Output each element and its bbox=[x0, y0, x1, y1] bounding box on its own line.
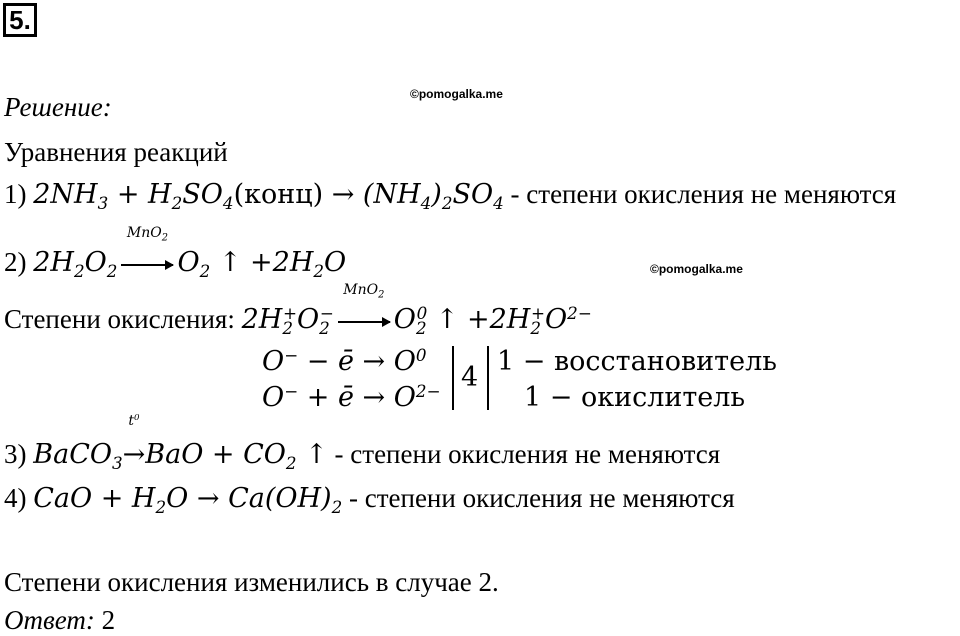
reaction-3-number: 3) bbox=[4, 439, 27, 469]
answer-line bbox=[4, 604, 115, 636]
half-reaction-1: O− − ē → $O^0$ bbox=[262, 344, 427, 377]
solution-heading: Решение: bbox=[4, 92, 112, 122]
balance-divider bbox=[452, 346, 454, 410]
catalyst-arrow: MnO$_2$ bbox=[117, 246, 177, 278]
reaction-2-number: 2) bbox=[4, 247, 27, 277]
heat-arrow: $t^0$ → bbox=[122, 413, 146, 470]
reaction-4-number: 4) bbox=[4, 483, 27, 513]
reducing-agent-label: 1 − восстановитель bbox=[497, 346, 777, 377]
reaction-4: 4) CaO + $H_2O \to Ca(OH)_2$ - степени окисления не меняются bbox=[4, 483, 735, 517]
reaction-2: 2) $2H_2O_2$ MnO$_2$ $O_2$ ↑ $+2H_2O$ bbox=[4, 225, 347, 281]
oxidation-label: Степени окисления: bbox=[4, 304, 235, 334]
reaction-3: 3) BaCO$_3$ $t^0$ $\to BaO + CO_2$ ↑ - степени окисления не меняются bbox=[4, 413, 721, 473]
oxidizing-agent-label: 1 − окислитель bbox=[524, 382, 746, 413]
half-reaction-2: O− + ē → $O^{2-}$ bbox=[262, 380, 441, 413]
equations-heading: Уравнения реакций bbox=[4, 137, 228, 167]
catalyst-arrow: MnO$_2$ bbox=[334, 303, 394, 335]
watermark: ©pomogalka.me bbox=[650, 262, 743, 276]
answer-value: 2 bbox=[101, 605, 116, 635]
reaction-1-number: 1) bbox=[4, 179, 27, 209]
balance-divider bbox=[487, 346, 489, 410]
answer-label: Ответ: bbox=[4, 605, 95, 635]
conclusion: Степени окисления изменились в случае 2. bbox=[4, 567, 499, 597]
reaction-1-note: - степени окисления не меняются bbox=[510, 179, 897, 209]
task-number: 5. bbox=[3, 3, 37, 37]
reaction-1-lhs: $2NH_3 + H_2SO_4$ bbox=[33, 179, 234, 213]
oxidation-states-line: Степени окисления: $2H_2^+O_2^-$ MnO$_2$ $O_2^0$ ↑ $+2H_2^+O^{2-}$ bbox=[4, 282, 592, 338]
electron-count: 4 bbox=[461, 362, 479, 393]
reaction-1: 1) $2NH_3$ + $H_2SO_4(конц) \to (NH_4)_2SO_4$ - степени окисления не меняются bbox=[4, 179, 897, 213]
reaction-4-note: - степени окисления не меняются bbox=[348, 483, 735, 513]
watermark: ©pomogalka.me bbox=[410, 87, 503, 101]
reaction-3-note: - степени окисления не меняются bbox=[334, 439, 721, 469]
